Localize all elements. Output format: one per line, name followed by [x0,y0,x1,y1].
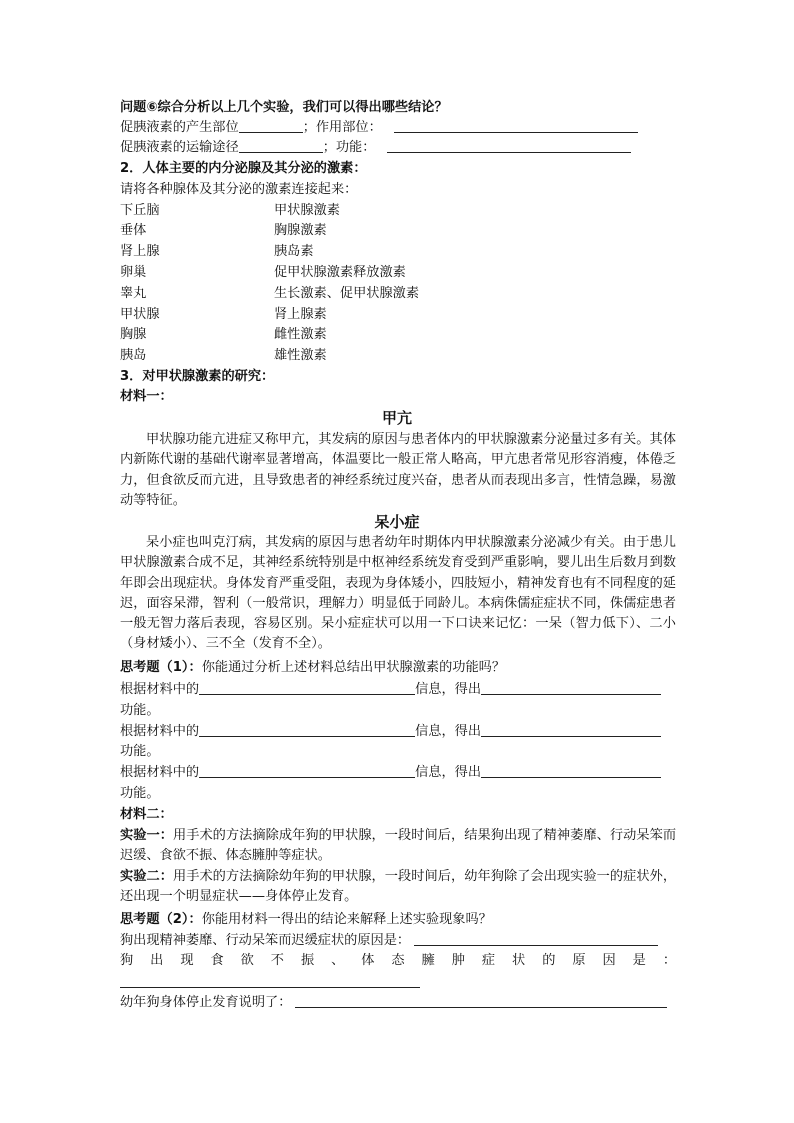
answer-1-prompt: 狗出现精神萎靡、行动呆笨而迟缓症状的原因是： [120,933,411,948]
fill-prefix: 根据材料中的 [120,724,200,739]
answer-2-char: 症 [481,953,496,968]
hormone-item[interactable]: 胰岛素 [274,244,314,259]
question-6 [120,98,448,118]
fill-prefix: 根据材料中的 [120,682,200,697]
gland-item[interactable]: 卵巢 [120,265,147,280]
info-blank-1[interactable] [199,680,415,695]
answer-2-char: 振 [300,953,315,968]
answer-2-char: 原 [572,953,586,968]
think-question-2 [120,910,492,930]
answer-2-char: 状 [512,953,526,968]
experiment-1 [120,826,676,867]
fill-row-3 [120,763,661,783]
gland-item[interactable]: 垂体 [120,223,147,238]
secretin-line-1 [120,118,638,138]
section-2-instruction: 请将各种腺体及其分泌的激素连接起来： [120,182,358,197]
gland-item[interactable]: 甲状腺 [120,307,160,322]
fill-row-2-end: 功能。 [120,744,160,759]
experiment-2-label: 实验二： [120,869,173,884]
fill-prefix: 根据材料中的 [120,765,200,780]
answer-2-char: 狗 [120,953,134,968]
material-2-label: 材料二： [120,807,173,822]
hyperthyroidism-title: 甲亢 [381,409,412,427]
hormone-item[interactable]: 胸腺激素 [274,223,327,238]
fill-middle: 信息，得出 [415,765,482,780]
gland-item[interactable]: 肾上腺 [120,244,160,259]
answer-2-char: 不 [270,953,284,968]
transport-label: 促胰液素的运输途径 [120,140,239,155]
answer-3-blank[interactable] [295,993,667,1008]
answer-row-1 [120,931,658,951]
hormone-item[interactable]: 促甲状腺激素释放激素 [274,265,406,280]
function-blank[interactable] [387,138,631,153]
think-question-1 [120,658,505,678]
hormone-item[interactable]: 肾上腺素 [274,307,327,322]
answer-2-char: 的 [542,953,556,968]
answer-2-char: 体 [361,953,375,968]
info-blank-2[interactable] [199,722,415,737]
hormone-item[interactable]: 甲状腺激素 [274,203,340,218]
secretin-line-2 [120,138,631,158]
result-blank-1[interactable] [481,680,661,695]
experiment-2 [120,867,676,908]
answer-2-char: 、 [331,953,345,968]
answer-2-char: 是 [632,953,646,968]
hormone-item[interactable]: 雄性激素 [274,348,327,363]
cretinism-title: 呆小症 [374,513,420,531]
think-1-text: 你能通过分析上述材料总结出甲状腺激素的功能吗？ [201,660,506,675]
fill-row-3-end: 功能。 [120,786,160,801]
experiment-2-text: 用手术的方法摘除幼年狗的甲状腺，一段时间后，幼年狗除了会出现实验一的症状外，还出现一个明显症状——身体停止发育。 [120,869,677,905]
answer-2-blank[interactable] [120,987,420,988]
answer-row-2 [120,951,676,971]
section-2-heading: 2．人体主要的内分泌腺及其分泌的激素： [120,161,367,176]
fill-row-2 [120,722,661,742]
experiment-1-label: 实验一： [120,828,173,843]
think-2-text: 你能用材料一得出的结论来解释上述实验现象吗？ [201,912,492,927]
hyperthyroidism-paragraph: 甲状腺功能亢进症又称甲亢，其发病的原因与患者体内的甲状腺激素分泌量过多有关。其体内新陈代谢的基础代谢率显著增高，体温要比一般正常人略高，甲亢患者常见形容消瘦，体倦乏力，但食欲反而亢进，且导致患者的神经系统过度兴奋，患者从而表现出多言，性情急躁，易激动等特征。 [120,432,676,508]
answer-3-prompt: 幼年狗身体停止发育说明了： [120,995,292,1010]
gland-item[interactable]: 睾丸 [120,286,147,301]
gland-item[interactable]: 胸腺 [120,327,147,342]
cretinism-paragraph: 呆小症也叫克汀病，其发病的原因与患者幼年时期体内甲状腺激素分泌减少有关。由于患儿甲状腺激素合成不足，其神经系统特别是中枢神经系统发育受到严重影响，婴儿出生后数月到数年即会出现症状。身体发育严重受阻，表现为身体矮小，四肢短小，精神发育也有不同程度的延迟，面容呆滞，智利（一般常识，理解力）明显低于同龄儿。本病侏儒症症状不同，侏儒症患者一般无智力落后表现，容易区别。呆小症症状可以用一下口诀来记忆：一呆（智力低下）、二小（身材矮小）、三不全（发育不全）。 [120,535,676,652]
fill-row-1-end: 功能。 [120,703,160,718]
transport-blank[interactable] [239,138,323,153]
hormone-item[interactable]: 生长激素、促甲状腺激素 [274,286,420,301]
answer-2-char: 因 [602,953,616,968]
section-3-heading: 3．对甲状腺激素的研究： [120,369,275,384]
function-label: ；功能： [322,140,376,155]
fill-middle: 信息，得出 [415,724,482,739]
origin-blank[interactable] [239,118,303,133]
think-1-label: 思考题（1）： [120,660,202,675]
gland-item[interactable]: 胰岛 [120,348,147,363]
target-label: ；作用部位： [302,120,382,135]
gland-item[interactable]: 下丘脑 [120,203,160,218]
answer-2-char: 臃 [421,953,435,968]
answer-2-char: 欲 [240,953,254,968]
answer-2-char: 食 [210,953,224,968]
result-blank-3[interactable] [481,763,661,778]
origin-label: 促胰液素的产生部位 [120,120,239,135]
experiment-1-text: 用手术的方法摘除成年狗的甲状腺，一段时间后，结果狗出现了精神萎靡、行动呆笨而迟缓、食欲不振、体态臃肿等症状。 [120,828,677,864]
answer-2-char: ： [662,953,676,968]
think-2-label: 思考题（2）： [120,912,202,927]
fill-row-1 [120,680,661,700]
hormone-item[interactable]: 雌性激素 [274,327,327,342]
answer-2-char: 肿 [451,953,465,968]
fill-middle: 信息，得出 [415,682,482,697]
answer-row-3 [120,993,667,1013]
question-6-text: 问题⑥综合分析以上几个实验，我们可以得出哪些结论？ [120,100,448,115]
answer-2-char: 态 [391,953,405,968]
answer-2-char: 出 [150,953,164,968]
material-1-label: 材料一： [120,389,173,404]
result-blank-2[interactable] [481,722,661,737]
target-blank[interactable] [394,118,638,133]
info-blank-3[interactable] [199,763,415,778]
answer-2-char: 现 [180,953,194,968]
answer-1-blank[interactable] [414,931,658,946]
